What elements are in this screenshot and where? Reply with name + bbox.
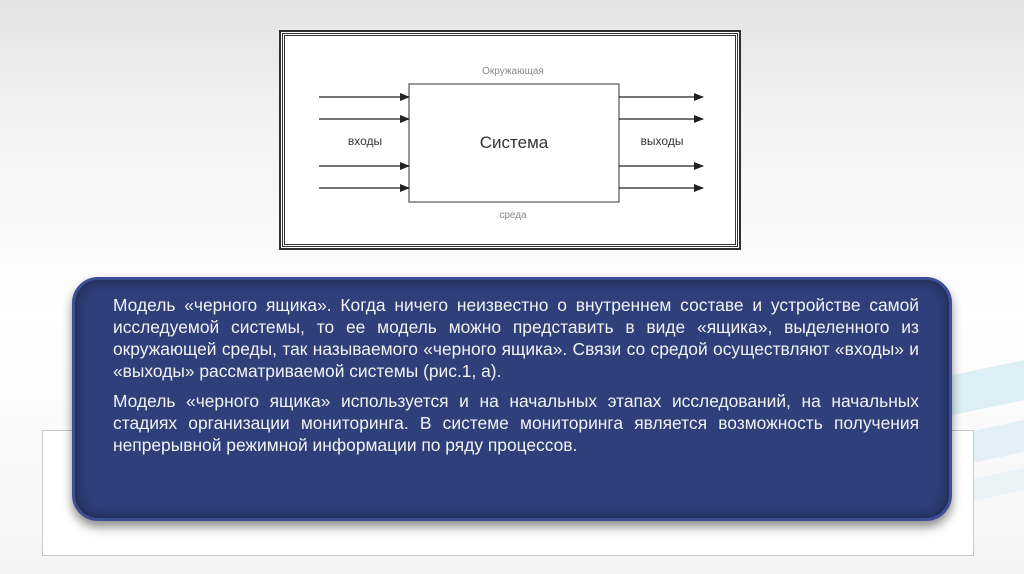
description-paragraph-1: Модель «черного ящика». Когда ничего неизвестно о внутреннем составе и устройстве самой исследуемой системы, то ее модель можно представить в виде «ящика», выделенного из окружающей среды, так называемого «черного ящика». Связи со средой осуществляют «входы» и «выходы» рассматриваемой системы (рис.1, а). (113, 295, 919, 381)
description-paragraph-2: Модель «черного ящика» используется и на начальных этапах исследований, на начальных стадиях организации мониторинга. В системе мониторинга является возможность получения непрерывной режимной информации по ряду процессов. (113, 391, 919, 455)
diagram-canvas (285, 36, 735, 244)
system-label: Система (479, 133, 549, 152)
background-decor-stripe (944, 360, 1024, 417)
outputs-label: выходы (640, 134, 684, 148)
inputs-label: входы (347, 134, 383, 148)
environment-top-label: Окружающая (482, 66, 544, 77)
description-card (72, 277, 952, 521)
environment-bottom-label: среда (499, 210, 527, 221)
black-box-diagram (282, 33, 738, 247)
